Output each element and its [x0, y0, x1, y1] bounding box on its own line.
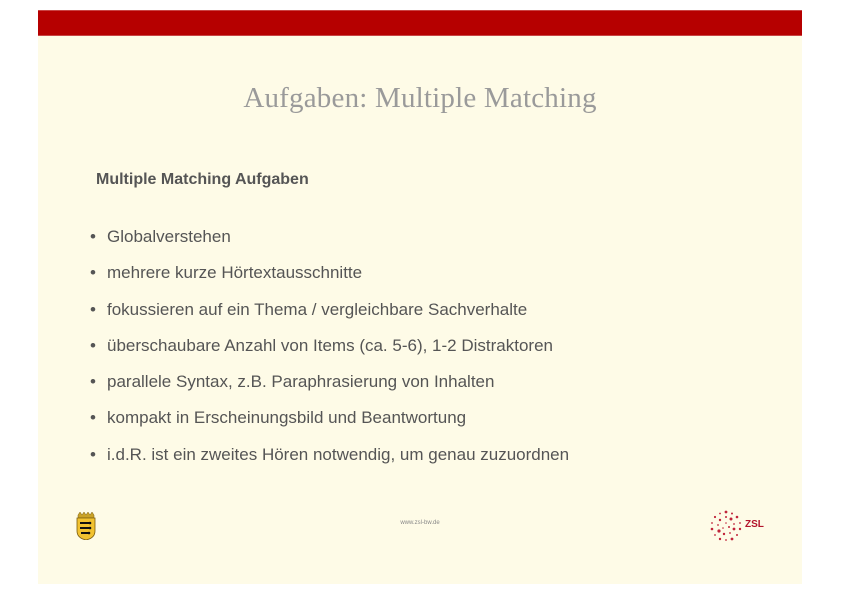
bullet-icon: •: [90, 372, 96, 392]
bullet-icon: •: [90, 227, 96, 246]
zsl-dots-icon: [709, 509, 743, 543]
bullet-text: kompakt in Erscheinungsbild und Beantwortung: [107, 408, 467, 428]
bullet-text: parallele Syntax, z.B. Paraphrasierung von Inhalten: [107, 372, 495, 392]
bullet-text: fokussieren auf ein Thema / vergleichbare Sachverhalte: [107, 299, 528, 319]
bullet-text: Globalverstehen: [107, 227, 231, 246]
bullet-icon: •: [90, 335, 96, 355]
zsl-label: ZSL: [745, 519, 764, 530]
bullet-item: [90, 300, 569, 336]
bullet-text: i.d.R. ist ein zweites Hören notwendig, um genau zuzuordnen: [107, 444, 570, 464]
slide: [38, 10, 802, 584]
bullet-text: überschaubare Anzahl von Items (ca. 5-6), 1-2 Distraktoren: [107, 335, 553, 355]
footer-url: www.zsl-bw.de: [400, 520, 440, 526]
bullet-item: [90, 372, 569, 408]
bullet-list: [90, 227, 569, 481]
bullet-text: mehrere kurze Hörtextausschnitte: [107, 263, 363, 283]
bullet-icon: •: [90, 299, 96, 319]
bullet-item: [90, 408, 569, 444]
top-red-bar: [38, 10, 802, 36]
bullet-item: [90, 227, 569, 263]
bullet-icon: •: [90, 408, 96, 428]
baden-wuerttemberg-crest-icon: [76, 512, 96, 540]
bullet-icon: •: [90, 444, 96, 464]
bullet-item: [90, 445, 569, 481]
slide-subtitle: Multiple Matching Aufgaben: [96, 171, 309, 188]
bullet-item: [90, 336, 569, 372]
zsl-logo: [709, 509, 771, 543]
bullet-icon: •: [90, 263, 96, 283]
bullet-item: [90, 263, 569, 299]
slide-title: Aufgaben: Multiple Matching: [243, 82, 597, 114]
